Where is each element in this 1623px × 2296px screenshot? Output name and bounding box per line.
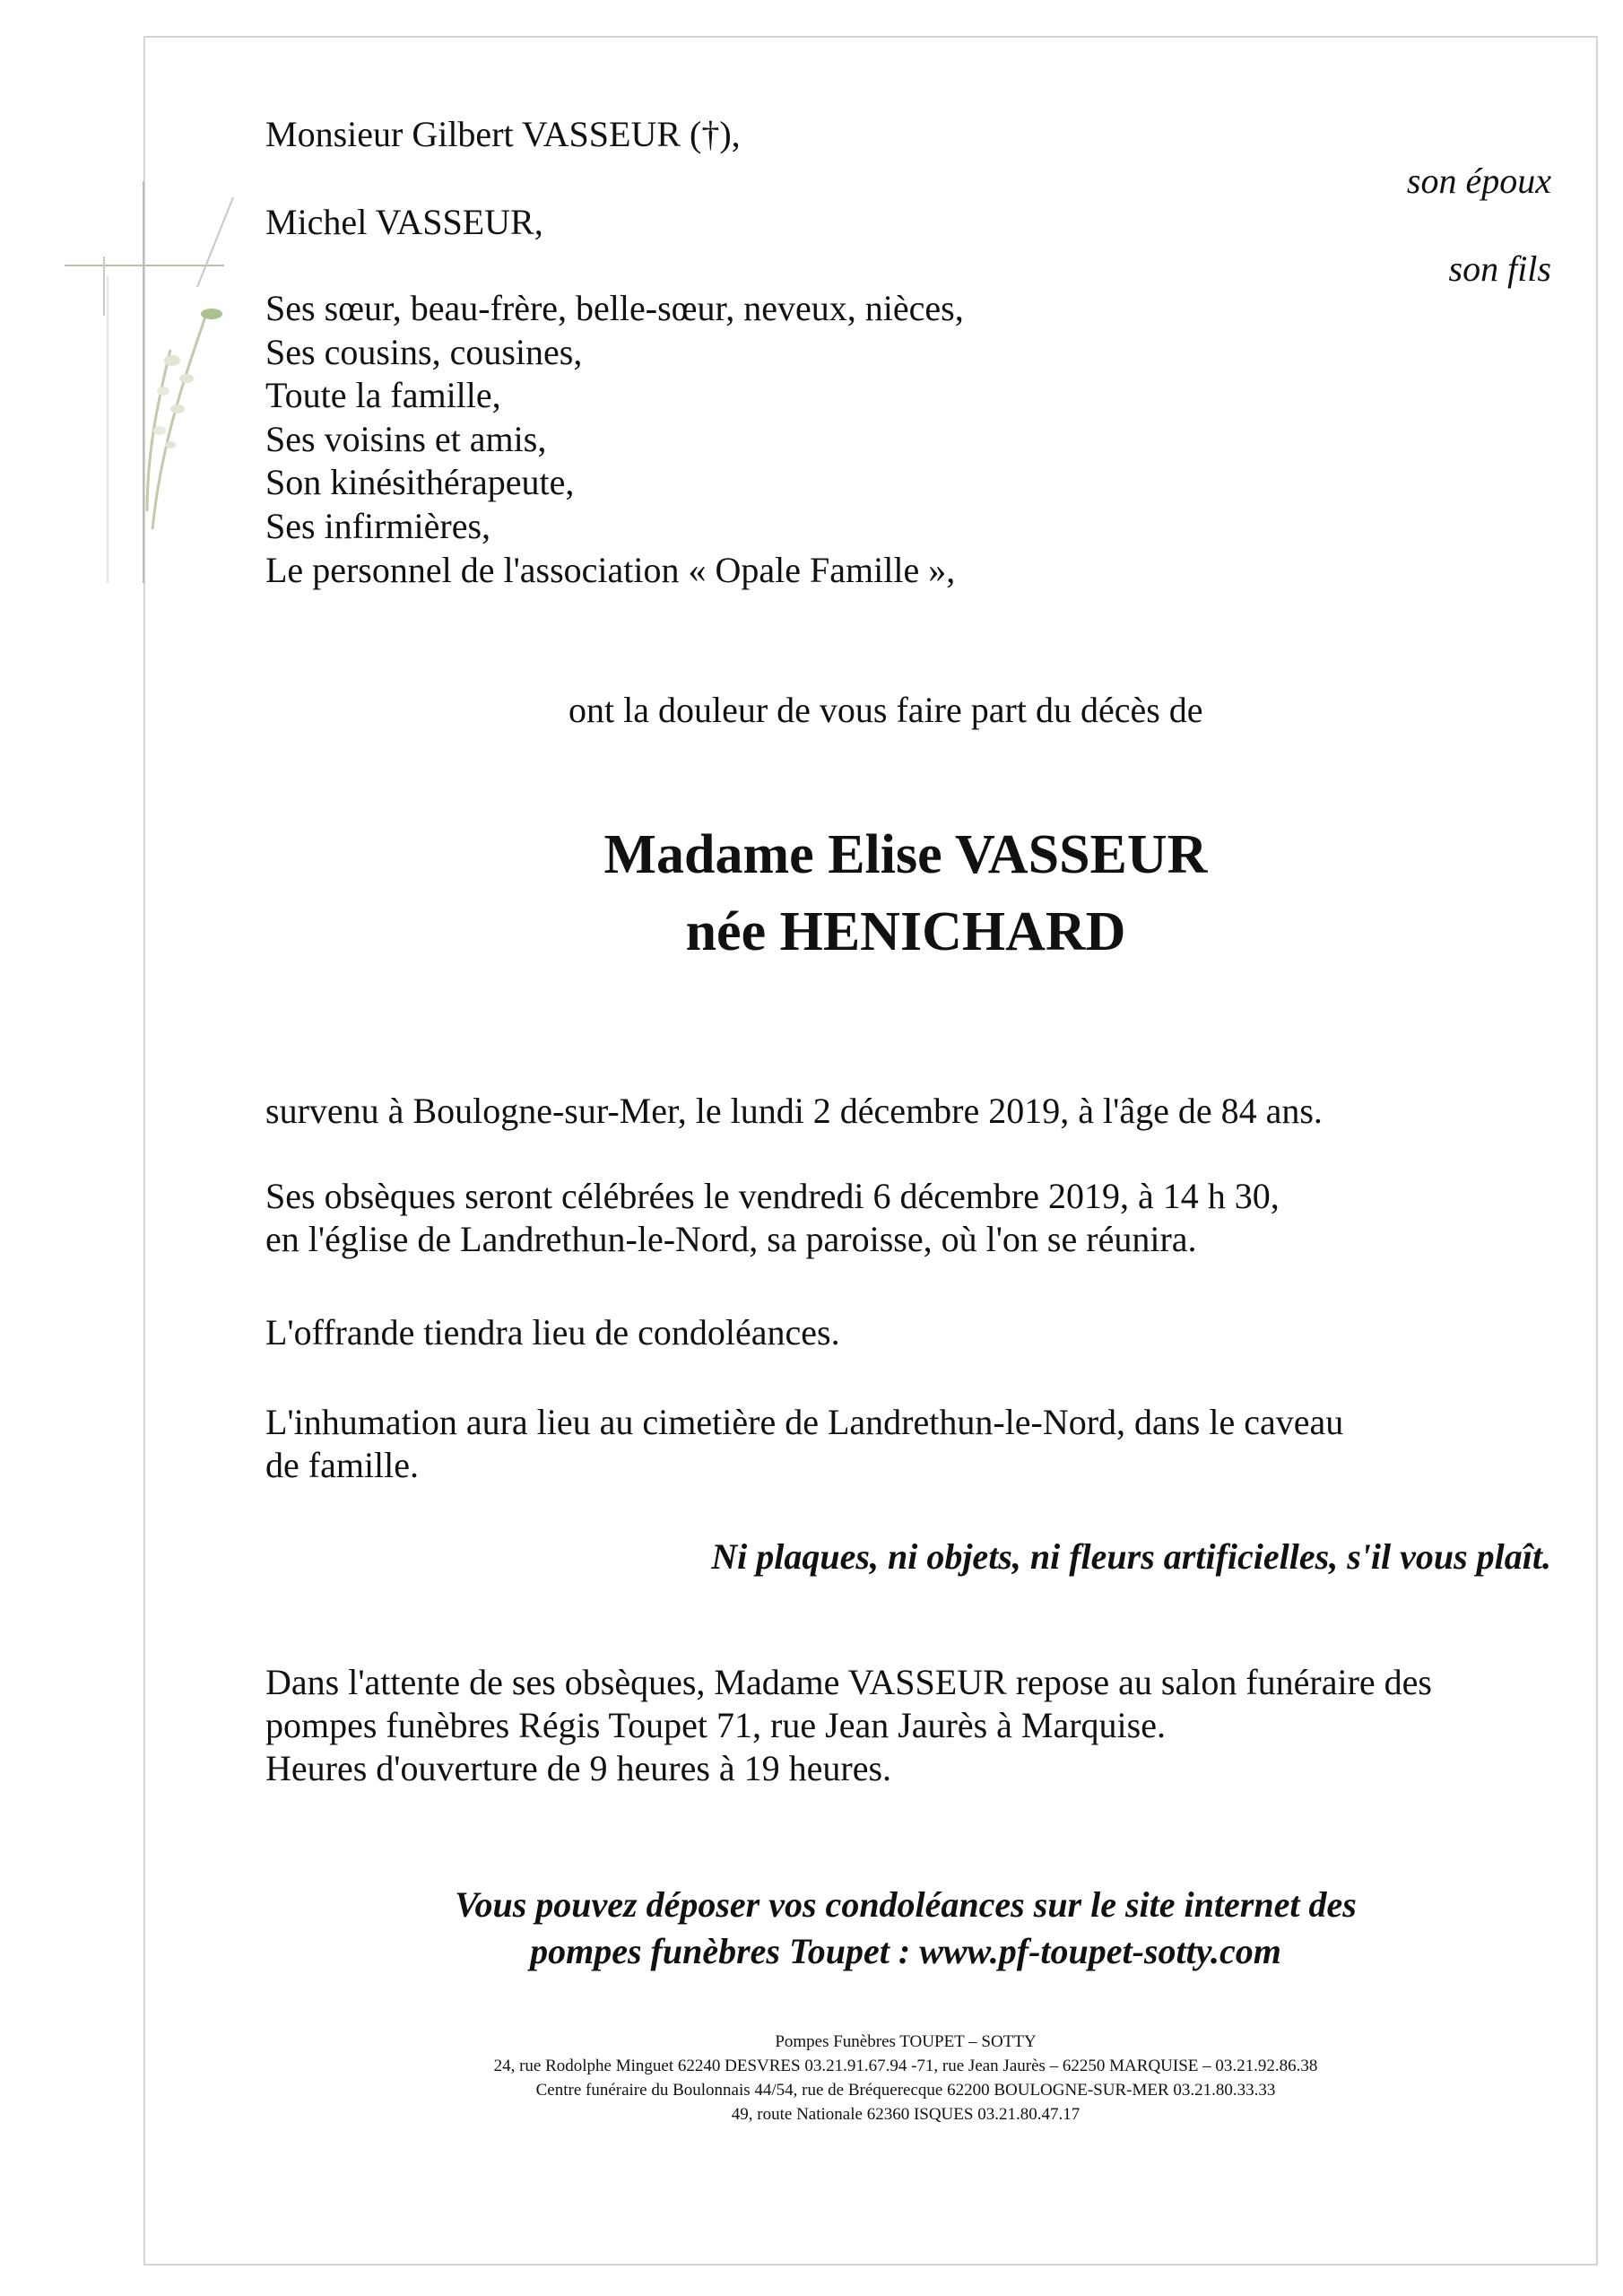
footer-line: Pompes Funèbres TOUPET – SOTTY xyxy=(775,2032,1037,2051)
husband-role: son époux xyxy=(1406,161,1551,201)
family-list xyxy=(265,287,964,592)
announcement-text: ont la douleur de vous faire part du décès de xyxy=(568,690,1203,730)
husband-name: Monsieur Gilbert VASSEUR (†), xyxy=(265,114,741,154)
cross-with-flowers-icon xyxy=(54,170,260,601)
condolences-note: Vous pouvez déposer vos condoléances sur le site internet des pompes funèbres Toupet : www.pf-toupet-sotty.com xyxy=(455,1884,1357,1971)
viewing-details: Dans l'attente de ses obsèques, Madame VASSEUR repose au salon funéraire des pompes funèbres Régis Toupet 71, rue Jean Jaurès à Marquise. Heures d'ouverture de 9 heures à 19 heures. xyxy=(265,1662,1432,1788)
funeral-details: Ses obsèques seront célébrées le vendredi 6 décembre 2019, à 14 h 30, en l'église de Landrethun-le-Nord, sa paroisse, où l'on se réunira. xyxy=(265,1176,1280,1259)
death-details: survenu à Boulogne-sur-Mer, le lundi 2 décembre 2019, à l'âge de 84 ans. xyxy=(265,1091,1323,1131)
footer-line: 24, rue Rodolphe Minguet 62240 DESVRES 03.21.91.67.94 -71, rue Jean Jaurès – 62250 MARQUISE – 03.21.92.86.38 xyxy=(493,2057,1318,2075)
son-role: son fils xyxy=(1448,248,1551,289)
family-list-item: Ses infirmières, xyxy=(265,505,491,546)
family-list-item: Le personnel de l'association « Opale Famille », xyxy=(265,549,956,590)
funeral-home-footer xyxy=(143,2030,1623,2126)
family-list-item: Son kinésithérapeute, xyxy=(265,462,575,503)
offering-note: L'offrande tiendra lieu de condoléances. xyxy=(265,1312,840,1352)
son-name: Michel VASSEUR, xyxy=(265,202,543,242)
flowers-request: Ni plaques, ni objets, ni fleurs artificielles, s'il vous plaît. xyxy=(711,1536,1551,1577)
footer-line: Centre funéraire du Boulonnais 44/54, rue de Bréquerecque 62200 BOULOGNE-SUR-MER 03.21.80.33.33 xyxy=(535,2081,1276,2100)
footer-line: 49, route Nationale 62360 ISQUES 03.21.80.47.17 xyxy=(731,2105,1081,2124)
family-list-item: Ses sœur, beau-frère, belle-sœur, neveux, nièces, xyxy=(265,288,964,328)
burial-details: L'inhumation aura lieu au cimetière de Landrethun-le-Nord, dans le caveau de famille. xyxy=(265,1402,1344,1485)
family-list-item: Ses cousins, cousines, xyxy=(265,331,583,372)
deceased-maiden-name: née HENICHARD xyxy=(685,901,1126,962)
family-list-item: Ses voisins et amis, xyxy=(265,418,547,459)
family-list-item: Toute la famille, xyxy=(265,375,501,416)
deceased-name: Madame Elise VASSEUR xyxy=(603,824,1208,885)
